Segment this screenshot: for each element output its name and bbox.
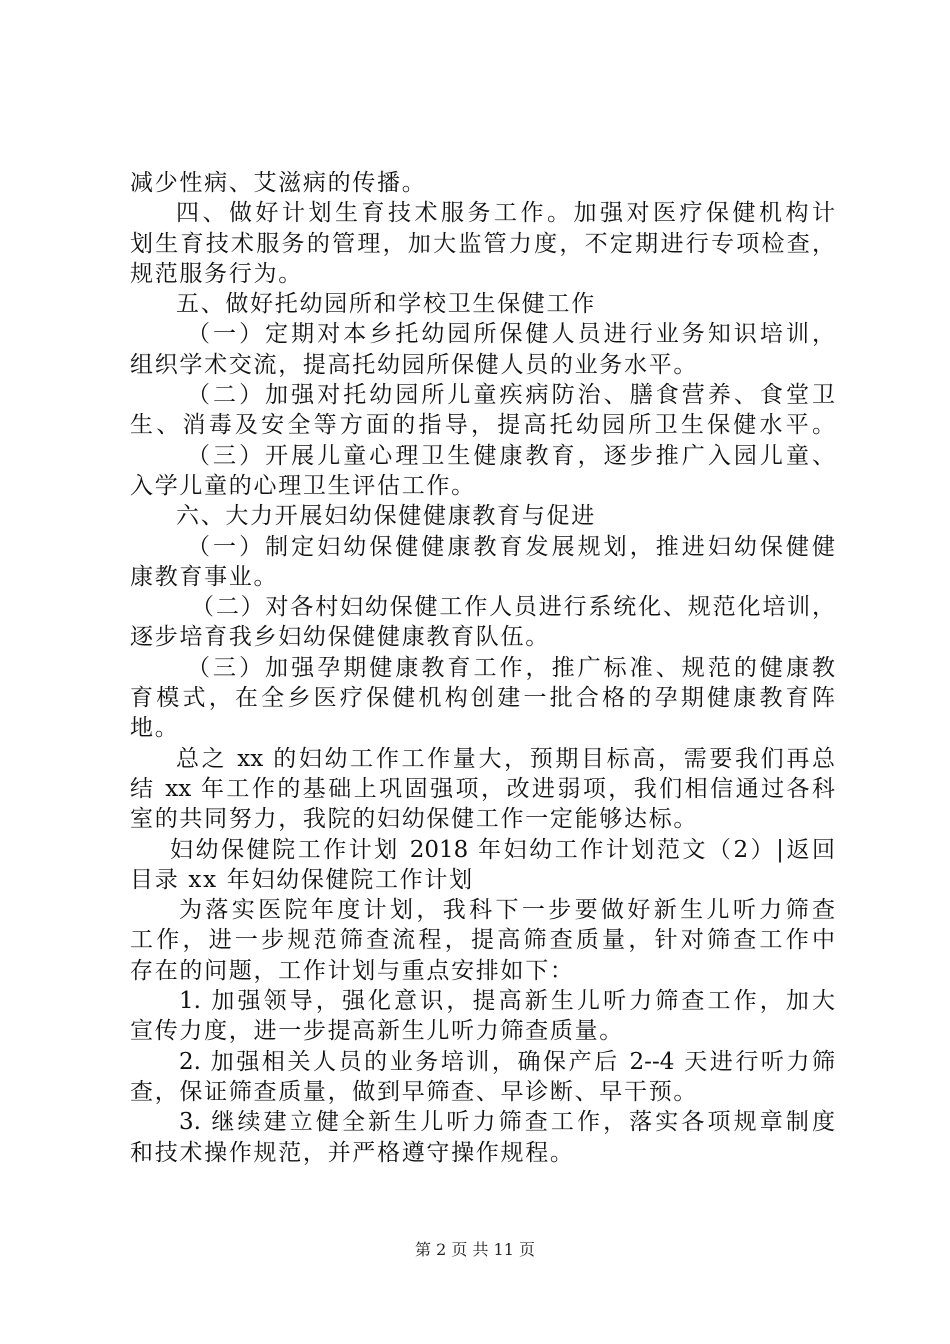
text-line: 结 xx 年工作的基础上巩固强项，改进弱项，我们相信通过各科 [130, 775, 835, 802]
text-line: 减少性病、艾滋病的传播。 [130, 170, 427, 196]
text-line: 3. 继续建立健全新生儿听力筛查工作，落实各项规章制度 [179, 1109, 835, 1136]
text-line: 四、做好计划生育技术服务工作。加强对医疗保健机构计 [176, 200, 835, 227]
text-line: 逐步培育我乡妇幼保健健康教育队伍。 [130, 624, 550, 651]
text-line: 地。 [130, 715, 180, 742]
text-line: 和技术操作规范，并严格遵守操作规程。 [130, 1139, 575, 1166]
section-heading: 五、做好托幼园所和学校卫生保健工作 [176, 291, 596, 318]
text-line: 存在的问题，工作计划与重点安排如下： [130, 957, 575, 984]
text-line: 2. 加强相关人员的业务培训，确保产后 2--4 天进行听力筛 [179, 1048, 835, 1075]
text-line: 总之 xx 的妇幼工作工作量大，预期目标高，需要我们再总 [176, 745, 835, 772]
document-body [130, 168, 835, 1168]
text-line: 妇幼保健院工作计划 2018 年妇幼工作计划范文（2）|返回 [170, 836, 835, 863]
text-line: 室的共同努力，我院的妇幼保健工作一定能够达标。 [130, 806, 699, 833]
section-heading: 六、大力开展妇幼保健健康教育与促进 [176, 503, 596, 530]
text-line: 组织学术交流，提高托幼园所保健人员的业务水平。 [130, 351, 699, 378]
text-line: 育模式，在全乡医疗保健机构创建一批合格的孕期健康教育阵 [130, 685, 835, 712]
text-line: 为落实医院年度计划，我科下一步要做好新生儿听力筛查 [179, 897, 835, 924]
text-line: 查，保证筛查质量，做到早筛查、早诊断、早干预。 [130, 1078, 699, 1105]
text-line: 规范服务行为。 [130, 260, 303, 287]
text-line: 工作，进一步规范筛查流程，提高筛查质量，针对筛查工作中 [130, 927, 835, 954]
text-line: 划生育技术服务的管理，加大监管力度，不定期进行专项检查， [130, 230, 835, 257]
text-line: （一）制定妇幼保健健康教育发展规划，推进妇幼保健健 [187, 533, 835, 560]
text-line: 入学儿童的心理卫生评估工作。 [130, 472, 476, 499]
text-line: （三）加强孕期健康教育工作，推广标准、规范的健康教 [187, 654, 835, 681]
text-line: （三）开展儿童心理卫生健康教育，逐步推广入园儿童、 [187, 442, 835, 469]
text-line: （二）对各村妇幼保健工作人员进行系统化、规范化培训， [191, 594, 835, 621]
text-line: （一）定期对本乡托幼园所保健人员进行业务知识培训， [187, 321, 835, 348]
text-line: 生、消毒及安全等方面的指导，提高托幼园所卫生保健水平。 [130, 412, 835, 439]
page-number: 第 2 页 共 11 页 [415, 1240, 535, 1259]
text-line: 宣传力度，进一步提高新生儿听力筛查质量。 [130, 1018, 624, 1045]
text-line: 目录 xx 年妇幼保健院工作计划 [130, 866, 474, 893]
text-line: 1. 加强领导，强化意识，提高新生儿听力筛查工作，加大 [179, 988, 835, 1015]
text-line: （二）加强对托幼园所儿童疾病防治、膳食营养、食堂卫 [187, 382, 835, 409]
text-line: 康教育事业。 [130, 563, 279, 590]
